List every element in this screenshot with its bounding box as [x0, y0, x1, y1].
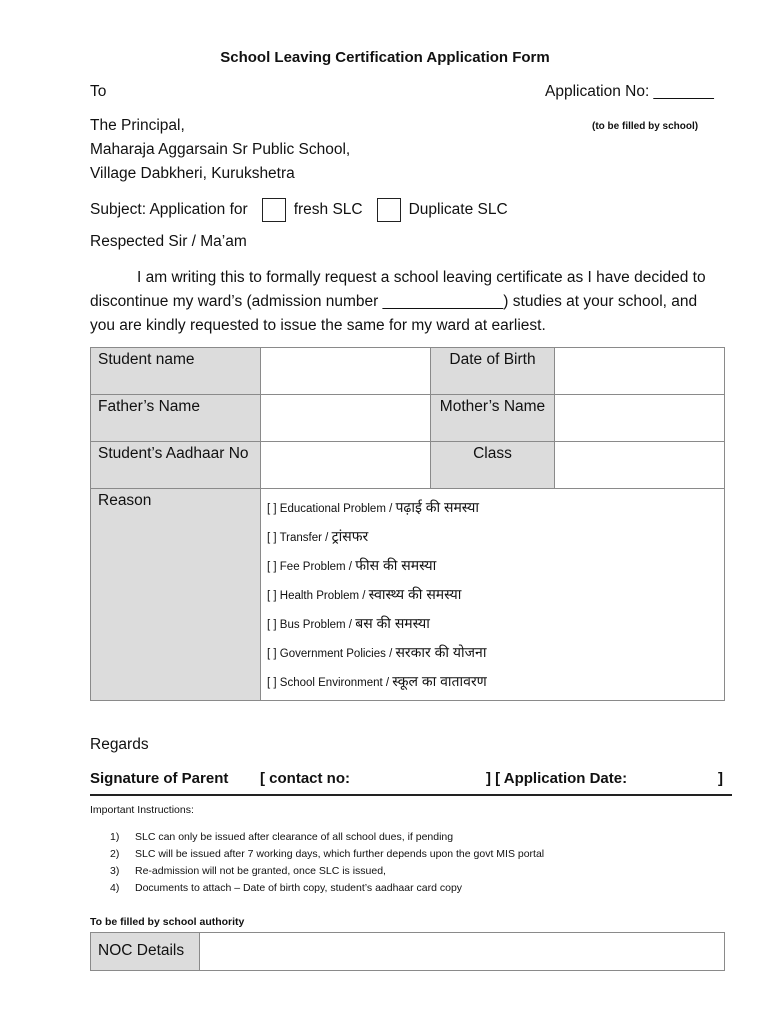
noc-field[interactable] [200, 933, 724, 970]
mother-name-field[interactable] [555, 395, 725, 442]
reason-health[interactable]: [ ] Health Problem / स्वास्थ्य की समस्या [267, 586, 462, 602]
application-date-close: ] [718, 770, 723, 787]
signature-of-parent: Signature of Parent [90, 770, 229, 787]
student-details-table [90, 347, 725, 701]
aadhaar-field[interactable] [261, 442, 431, 489]
contact-no-label[interactable]: [ contact no: [260, 770, 350, 787]
class-label: Class [431, 442, 555, 489]
subject-label: Subject: Application for [90, 201, 248, 218]
dob-field[interactable] [555, 348, 725, 395]
reason-options [261, 489, 725, 701]
reason-list [267, 493, 718, 696]
instruction-item: 2) SLC will be issued after 7 working days, which further depends upon the govt MIS portal [110, 848, 545, 860]
to-label: To [90, 83, 107, 100]
instruction-item: 3) Re-admission will not be granted, once SLC is issued, [110, 865, 386, 877]
authority-label: To be filled by school authority [90, 916, 245, 928]
reason-bus[interactable]: [ ] Bus Problem / बस की समस्या [267, 615, 430, 631]
signature-row [90, 770, 732, 796]
mother-name-label: Mother’s Name [431, 395, 555, 442]
reason-label: Reason [91, 489, 261, 701]
fresh-slc-checkbox[interactable] [262, 198, 286, 222]
application-date-label[interactable]: ] [ Application Date: [486, 770, 628, 787]
salutation: Respected Sir / Ma’am [90, 233, 247, 250]
fresh-slc-label: fresh SLC [293, 201, 363, 218]
reason-fee[interactable]: [ ] Fee Problem / फीस की समस्या [267, 557, 437, 573]
application-number: Application No: _______ [545, 83, 714, 100]
instructions-title: Important Instructions: [90, 804, 194, 816]
noc-table [90, 932, 725, 971]
address-line-2: Maharaja Aggarsain Sr Public School, [90, 141, 351, 158]
body-line-2: discontinue my ward’s (admission number ______________) studies at your school, and [90, 293, 698, 310]
student-name-field[interactable] [261, 348, 431, 395]
school-fill-note: (to be filled by school) [592, 121, 699, 132]
reason-educational[interactable]: [ ] Educational Problem / पढ़ाई की समस्या [267, 499, 480, 515]
father-name-field[interactable] [261, 395, 431, 442]
father-name-label: Father’s Name [91, 395, 261, 442]
noc-label: NOC Details [91, 933, 200, 970]
aadhaar-label: Student’s Aadhaar No [91, 442, 261, 489]
subject-row [90, 196, 508, 224]
reason-transfer[interactable]: [ ] Transfer / ट्रांसफर [267, 528, 369, 544]
duplicate-slc-checkbox[interactable] [377, 198, 401, 222]
dob-label: Date of Birth [431, 348, 555, 395]
body-line-1: I am writing this to formally request a school leaving certificate as I have decided to [137, 269, 706, 286]
form-title: School Leaving Certification Application Form [220, 49, 550, 66]
reason-government[interactable]: [ ] Government Policies / सरकार की योजना [267, 644, 487, 660]
address-line-3: Village Dabkheri, Kurukshetra [90, 165, 295, 182]
regards: Regards [90, 736, 149, 753]
address-line-1: The Principal, [90, 117, 185, 134]
instruction-item: 1) SLC can only be issued after clearance of all school dues, if pending [110, 831, 454, 843]
duplicate-slc-label: Duplicate SLC [408, 201, 508, 218]
reason-environment[interactable]: [ ] School Environment / स्कूल का वातावरण [267, 673, 487, 689]
class-field[interactable] [555, 442, 725, 489]
body-line-3: you are kindly requested to issue the same for my ward at earliest. [90, 317, 546, 334]
student-name-label: Student name [91, 348, 261, 395]
instruction-item: 4) Documents to attach – Date of birth copy, student’s aadhaar card copy [110, 882, 463, 894]
